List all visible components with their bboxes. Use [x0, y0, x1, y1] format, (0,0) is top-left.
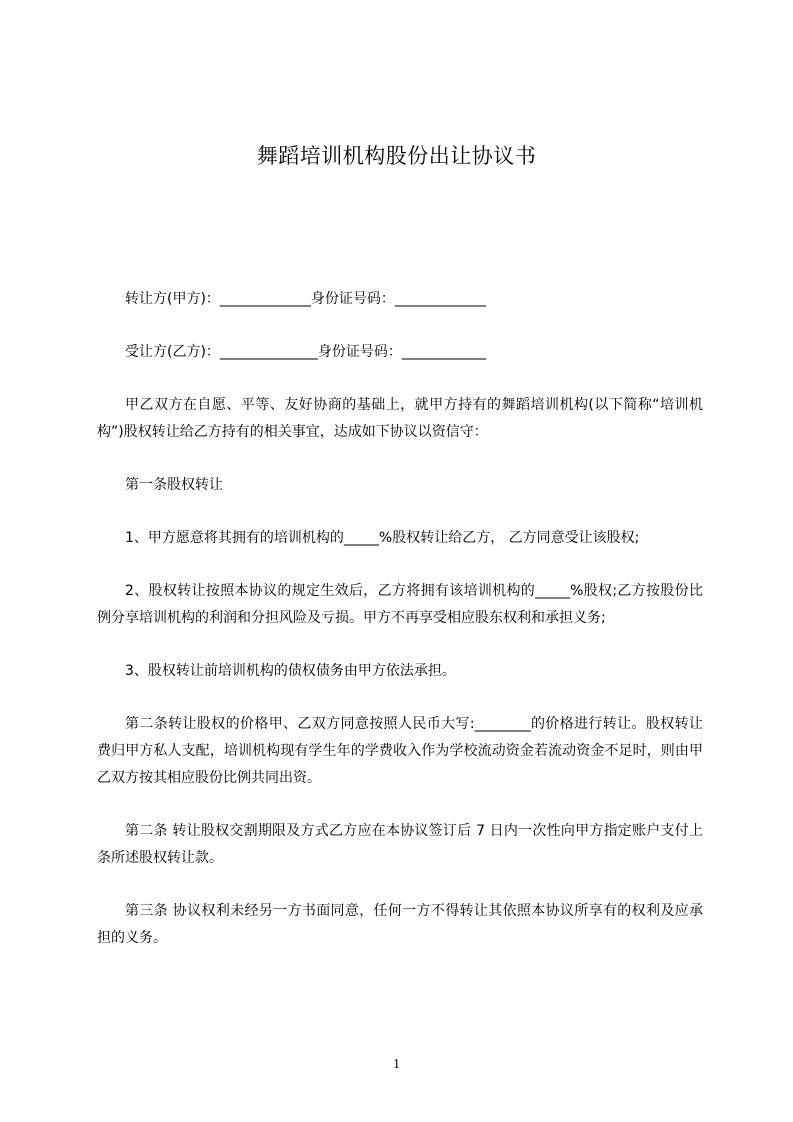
- article-1-clause-1: 1、甲方愿意将其拥有的培训机构的_____%股权转让给乙方， 乙方同意受让该股权;: [125, 530, 640, 546]
- article-2-price: 第二条转让股权的价格甲、乙双方同意按照人民币大写:________的价格进行转让。股权转让费归甲方私人支配，培训机构现有学生年的学费收入作为学校流动资金若流动资金不足时，则由甲乙双方按其相应股份比例共同出资。: [97, 716, 703, 786]
- agreement-intro: 甲乙双方在自愿、平等、友好协商的基础上，就甲方持有的舞蹈培训机构(以下简称“培训机构”)股权转让给乙方持有的相关事宜，达成如下协议以资信守：: [97, 397, 703, 440]
- transferor-line: 转让方(甲方)：_____________身份证号码：_____________: [125, 291, 486, 307]
- article-1-heading: 第一条股权转让: [125, 477, 223, 493]
- document-title: 舞蹈培训机构股份出让协议书: [256, 144, 537, 168]
- transferee-line: 受让方(乙方)：______________身份证号码：____________: [125, 344, 486, 360]
- article-1-clause-2: 2、股权转让按照本协议的规定生效后，乙方将拥有该培训机构的_____%股权;乙方按股份比例分享培训机构的利润和分担风险及亏损。甲方不再享受相应股东权利和承担义务;: [97, 583, 703, 626]
- document-body: [97, 286, 703, 978]
- page-number: 1: [393, 1057, 400, 1072]
- article-3-rights: 第三条 协议权利未经另一方书面同意，任何一方不得转让其依照本协议所享有的权利及应承担的义务。: [97, 903, 703, 946]
- article-2-delivery: 第二条 转让股权交割期限及方式乙方应在本协议签订后 7 日内一次性向甲方指定账户支付上条所述股权转让款。: [97, 823, 703, 866]
- article-1-clause-3: 3、股权转让前培训机构的债权债务由甲方依法承担。: [125, 663, 456, 679]
